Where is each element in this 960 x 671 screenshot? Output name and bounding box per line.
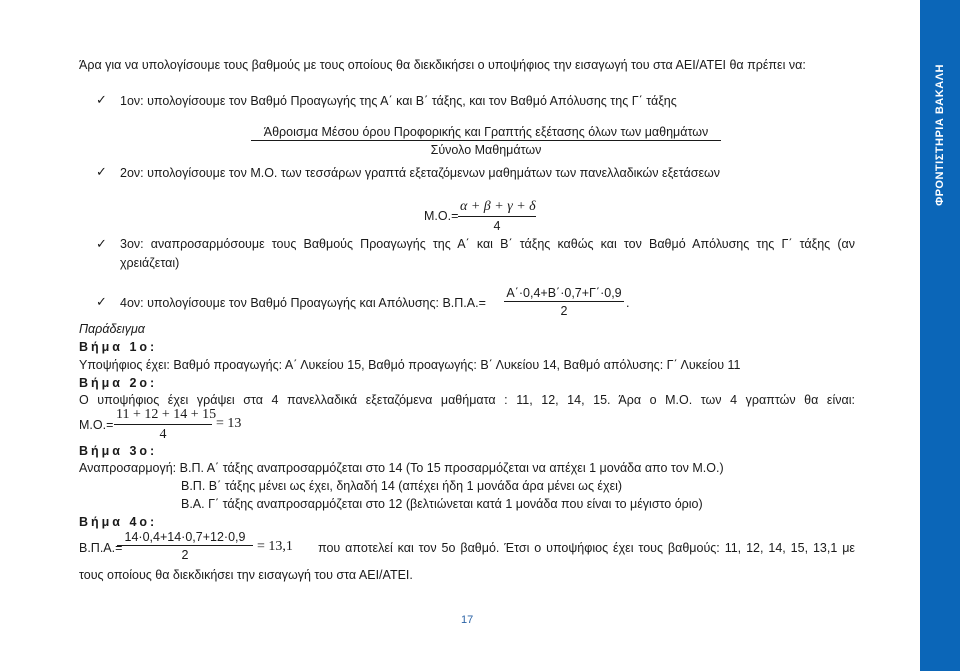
step-3-text: 3ον: αναπροσαρμόσουμε τους Βαθμούς Προαγωγής της Α΄ και Β΄ τάξης καθώς και τον Βαθμό Απόλυσης της Γ΄ τάξης (αν [120, 237, 855, 251]
mo-formula-label: Μ.Ο.= [424, 209, 459, 223]
closing-text: τους οποίους θα διεκδικήσει την εισαγωγή του στα ΑΕΙ/ΑΤΕΙ. [79, 568, 413, 582]
step-1-text: 1ον: υπολογίσουμε τον Βαθμό Προαγωγής της Α΄ και Β΄ τάξης, και τον Βαθμό Απόλυσης της Γ΄ τάξης [120, 94, 677, 108]
step-2-text: 2ον: υπολογίσουμε τον Μ.Ο. των τεσσάρων γραπτά εξεταζόμενων μαθημάτων των πανελλαδικών εξετάσεων [120, 166, 721, 180]
example-step-3-line-2: Β.Π. Β΄ τάξης μένει ως έχει, δηλαδή 14 (απέχει ήδη 1 μονάδα άρα μένει ως έχει) [181, 479, 623, 493]
mo-definition-numerator: Άθροισμα Μέσου όρου Προφορικής και Γραπτής εξέτασης όλων των μαθημάτων [251, 125, 721, 141]
check-icon: ✓ [96, 237, 107, 252]
intro-text: Άρα για να υπολογίσουμε τους βαθμούς με τους οποίους θα διεκδικήσει ο υποψήφιος την εισαγωγή του στα ΑΕΙ/ΑΤΕΙ θα πρέπει να: [79, 58, 806, 72]
mo-formula-denominator: 4 [493, 219, 501, 233]
example-bpa-fraction [117, 530, 253, 562]
example-step-4-title: Βήμα 4ο: [79, 515, 158, 529]
example-step-2-text: Ο υποψήφιος έχει γράψει στα 4 πανελλαδικά εξεταζόμενα μαθήματα : 11, 12, 14, 15. Άρα ο Μ.Ο. των 4 γραπτών θα είναι: [79, 393, 855, 407]
example-mo-result: = 13 [216, 416, 242, 431]
bpa-formula-end: . [626, 296, 630, 310]
check-icon: ✓ [96, 165, 107, 180]
step-3-text-continued: χρειάζεται) [120, 256, 180, 270]
example-step-2-title: Βήμα 2ο: [79, 376, 158, 390]
example-bpa-label: Β.Π.Α.= [79, 541, 123, 555]
step-4-text: 4ον: υπολογίσουμε τον Βαθμό Προαγωγής και Απόλυσης: Β.Π.Α.= [120, 296, 486, 310]
mo-definition-fraction [251, 125, 721, 157]
brand-title: ΦΡΟΝΤΙΣΤΗΡΙΑ ΒΑΚΑΛΗ [934, 64, 946, 206]
bpa-formula-numerator: Α΄·0,4+Β΄·0,7+Γ΄·0,9 [504, 286, 624, 302]
example-bpa-denominator: 2 [181, 548, 189, 562]
example-bpa-result: = 13,1 [257, 539, 293, 554]
example-mo-fraction [114, 407, 217, 443]
bpa-formula-fraction [504, 286, 624, 318]
example-step-1-text: Υποψήφιος έχει: Βαθμό προαγωγής: Α΄ Λυκείου 15, Βαθμό προαγωγής: Β΄ Λυκείου 14, Βαθμό απόλυσης: Γ΄ Λυκείου 11 [79, 358, 741, 372]
example-step-3-line-1: Αναπροσαρμογή: Β.Π. Α΄ τάξης αναπροσαρμόζεται στο 14 (Το 15 προσαρμόζεται να απέχει 1 μονάδα απο τον Μ.Ο.) [79, 461, 724, 475]
example-step-3-line-3: Β.Α. Γ΄ τάξης αναπροσαρμόζεται στο 12 (βελτιώνεται κατά 1 μονάδα που είναι το μέγιστο όριο) [181, 497, 703, 511]
example-heading: Παράδειγμα [79, 322, 145, 336]
example-step-4-text: που αποτελεί και τον 5ο βαθμό. Έτσι ο υποψήφιος έχει τους βαθμούς: 11, 12, 14, 15, 13,1 με [318, 541, 855, 555]
mo-formula-numerator: α + β + γ + δ [458, 199, 536, 217]
check-icon: ✓ [96, 93, 107, 108]
example-step-3-title: Βήμα 3ο: [79, 444, 158, 458]
example-step-1-title: Βήμα 1ο: [79, 340, 158, 354]
example-mo-numerator: 11 + 12 + 14 + 15 [114, 407, 212, 425]
check-icon: ✓ [96, 295, 107, 310]
page-number: 17 [461, 614, 474, 626]
example-mo-denominator: 4 [159, 427, 167, 442]
mo-definition-denominator: Σύνολο Μαθημάτων [430, 143, 542, 157]
bpa-formula-denominator: 2 [560, 304, 568, 318]
example-mo-label: Μ.Ο.= [79, 418, 114, 432]
example-bpa-numerator: 14·0,4+14·0,7+12·0,9 [117, 530, 253, 546]
mo-formula-fraction [458, 199, 536, 233]
brand-sidebar [920, 0, 960, 671]
